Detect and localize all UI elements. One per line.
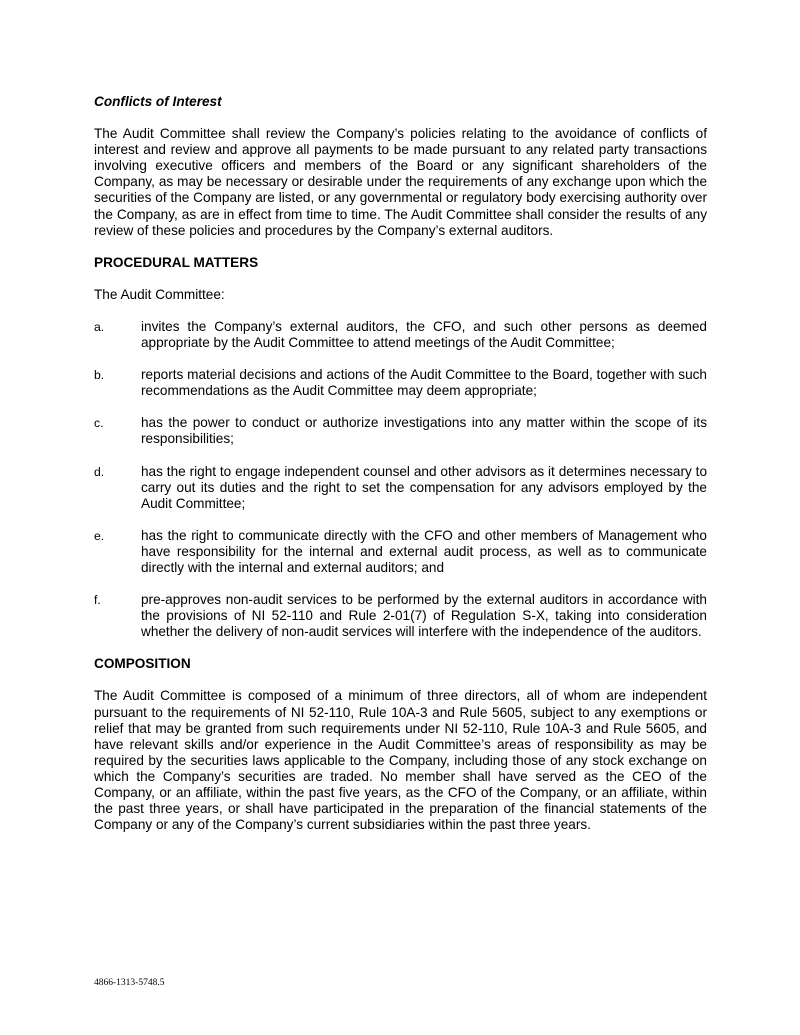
list-letter: a. [94,319,105,334]
list-text: reports material decisions and actions of the Audit Committee to the Board, together with such recommendations as the Audit Committee may deem appropriate; [141,367,707,399]
list-text: has the right to communicate directly with the CFO and other members of Management who have responsibility for the internal and external audit process, as well as to communicate directly with the internal and external auditors; and [141,527,707,575]
composition-heading: COMPOSITION [94,656,191,672]
list-text: has the right to engage independent counsel and other advisors as it determines necessary to carry out its duties and the right to set the compensation for any advisors employed by the Audit Committee; [141,463,707,511]
list-letter: f. [94,593,101,608]
list-letter: d. [94,464,105,479]
conflicts-paragraph: The Audit Committee shall review the Company’s policies relating to the avoidance of conflicts of interest and review and approve all payments to be made pursuant to any related party transactions involving executive officers and members of the Board or any significant shareholders of the Company, as may be necessary or desirable under the requirements of any exchange upon which the securities of the Company are listed, or any governmental or regulatory body exercising authority over the Company, as are in effect from time to time. The Audit Committee shall consider the results of any review of these policies and procedures by the Company’s external auditors. [94,126,707,238]
list-text: pre-approves non-audit services to be performed by the external auditors in accordance with the provisions of NI 52-110 and Rule 2-01(7) of Regulation S-X, taking into consideration whether the delivery of non-audit services will interfere with the independence of the auditors. [141,592,707,640]
list-item-e [94,528,707,576]
document-body [94,94,707,849]
procedural-matters-heading: PROCEDURAL MATTERS [94,254,259,270]
list-text: has the power to conduct or authorize investigations into any matter within the scope of its responsibilities; [141,415,707,447]
list-letter: b. [94,368,105,383]
list-item-d [94,464,707,512]
list-item-a [94,319,707,351]
list-item-f [94,592,707,640]
conflicts-heading: Conflicts of Interest [94,94,222,109]
list-text: invites the Company’s external auditors, the CFO, and such other persons as deemed appropriate by the Audit Committee to attend meetings of the Audit Committee; [141,318,707,351]
document-id-footer: 4866-1313-5748.5 [94,978,165,988]
composition-paragraph: The Audit Committee is composed of a minimum of three directors, all of whom are independent pursuant to the requirements of NI 52-110, Rule 10A-3 and Rule 5605, subject to any exemptions or relief that may be granted from such requirements under NI 52-110, Rule 10A-3 and Rule 5605, and have relevant skills and/or experience in the Audit Committee’s areas of responsibility as may be required by the securities laws applicable to the Company, including those of any stock exchange on which the Company’s securities are traded. No member shall have served as the CEO of the Company, or an affiliate, within the past five years, as the CFO of the Company, or an affiliate, within the past three years, or shall have participated in the preparation of the financial statements of the Company or any of the Company’s current subsidiaries within the past three years. [94,688,707,833]
list-letter: e. [94,528,105,543]
procedural-list [94,319,707,640]
list-item-c [94,415,707,447]
list-letter: c. [94,416,104,431]
list-item-b [94,367,707,399]
procedural-intro: The Audit Committee: [94,286,225,302]
